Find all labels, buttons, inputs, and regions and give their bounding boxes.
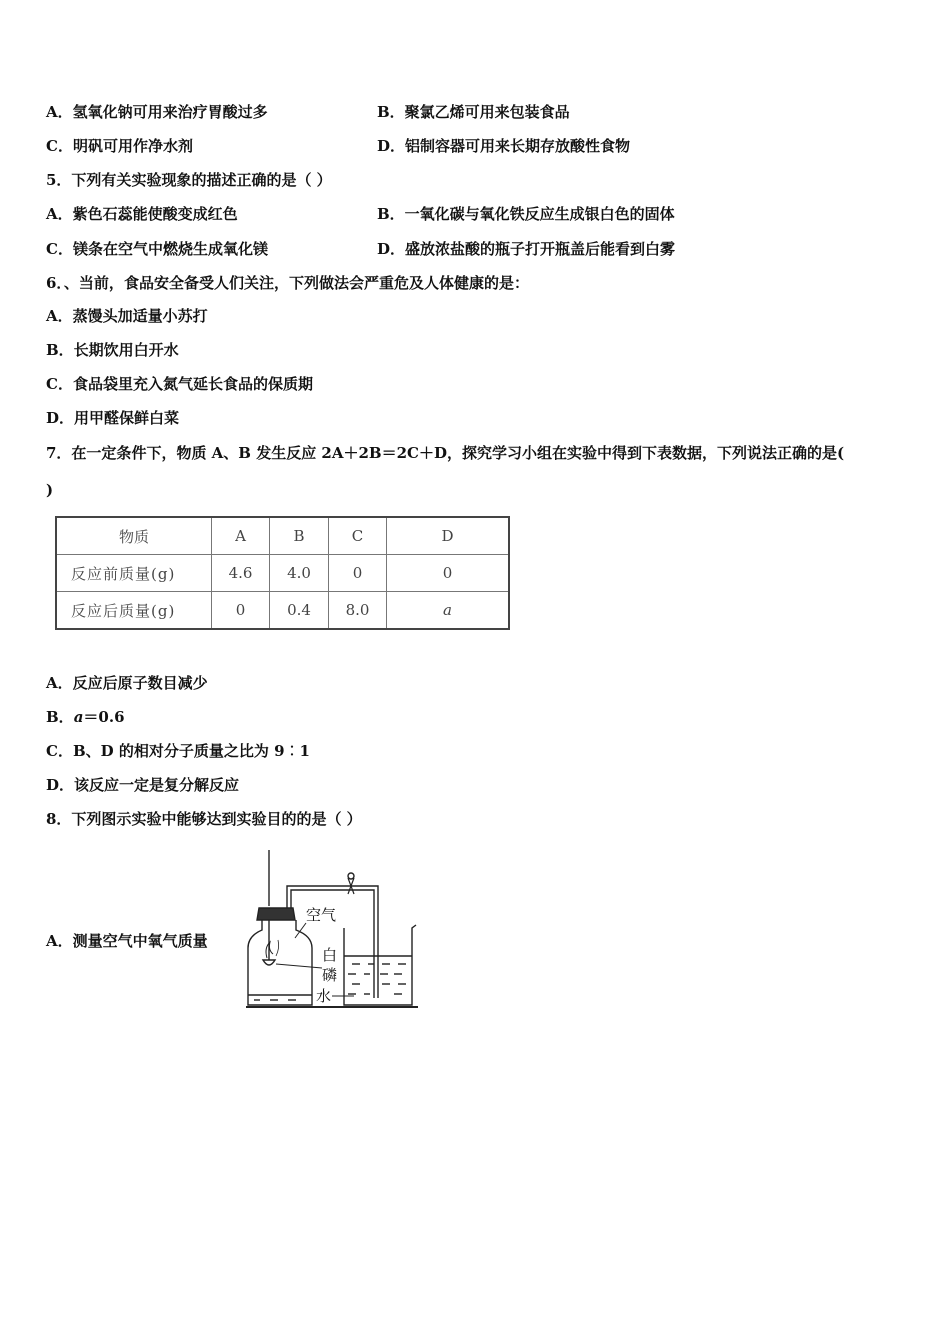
table-row (56, 555, 509, 592)
table-cell: 0 (212, 592, 270, 630)
q7-data-table (55, 516, 510, 630)
q8-option-a: A．测量空气中氧气质量 (46, 932, 208, 950)
table-row-label-before: 反应前质量(g) (56, 555, 212, 592)
q4-option-a: A．氢氧化钠可用来治疗胃酸过多 (46, 103, 268, 121)
combustion-spoon (263, 960, 275, 965)
q7-option-b (46, 707, 125, 727)
table-row (56, 517, 509, 555)
q6-option-b: B．长期饮用白开水 (46, 341, 179, 359)
q6-option-d: D．用甲醛保鲜白菜 (46, 409, 180, 427)
table-row (56, 592, 509, 630)
q6-option-a: A．蒸馒头加适量小苏打 (46, 307, 208, 325)
q8-stem: 8．下列图示实验中能够达到实验目的的是（ ） (46, 810, 362, 828)
q5-option-c: C．镁条在空气中燃烧生成氧化镁 (46, 240, 268, 258)
q7-option-b-rest: ＝0.6 (83, 708, 125, 726)
label-phosphorus-1: 白 (322, 946, 338, 964)
table-cell: 0 (387, 555, 510, 592)
table-cell: a (387, 592, 510, 630)
table-header-b: B (270, 517, 329, 555)
table-header-c: C (329, 517, 387, 555)
q5-stem: 5．下列有关实验现象的描述正确的是（ ） (46, 171, 332, 189)
q7-stem-line1: 7．在一定条件下，物质 A、B 发生反应 2A＋2B＝2C＋D，探究学习小组在实验中得到下表数据，下列说法正确的是( (46, 444, 845, 462)
table-header-substance: 物质 (56, 517, 212, 555)
table-row-label-after: 反应后质量(g) (56, 592, 212, 630)
gas-bottle (248, 920, 312, 1005)
q7-option-d: D．该反应一定是复分解反应 (46, 776, 240, 794)
label-phosphorus-2: 磷 (322, 966, 338, 984)
table-header-a: A (212, 517, 270, 555)
oxygen-measurement-apparatus (240, 848, 425, 1013)
q4-option-c: C．明矾可用作净水剂 (46, 137, 193, 155)
beaker (344, 925, 416, 1005)
q5-option-b: B．一氧化碳与氧化铁反应生成银白色的固体 (377, 205, 675, 223)
label-air: 空气 (306, 906, 337, 924)
table-cell: 8.0 (329, 592, 387, 630)
table-cell: 4.6 (212, 555, 270, 592)
q6-option-c: C．食品袋里充入氮气延长食品的保质期 (46, 375, 313, 393)
table-cell: 4.0 (270, 555, 329, 592)
table-cell: 0 (329, 555, 387, 592)
q7-stem-line2: ) (46, 481, 54, 499)
q5-option-a: A．紫色石蕊能使酸变成红色 (46, 205, 238, 223)
q7-option-c: C．B、D 的相对分子质量之比为 9︰1 (46, 742, 310, 760)
table-cell: 0.4 (270, 592, 329, 630)
q7-option-b-var: a (73, 708, 84, 726)
stopper (257, 908, 295, 920)
label-water: 水 (316, 987, 332, 1005)
q6-stem: 6．、当前，食品安全备受人们关注，下列做法会严重危及人体健康的是： (46, 274, 529, 292)
q7-option-b-prefix: B． (46, 708, 74, 726)
q4-option-d: D．铝制容器可用来长期存放酸性食物 (377, 137, 631, 155)
q4-option-b: B．聚氯乙烯可用来包装食品 (377, 103, 570, 121)
q5-option-d: D．盛放浓盐酸的瓶子打开瓶盖后能看到白雾 (377, 240, 676, 258)
q7-option-a: A．反应后原子数目减少 (46, 674, 208, 692)
table-header-d: D (387, 517, 510, 555)
